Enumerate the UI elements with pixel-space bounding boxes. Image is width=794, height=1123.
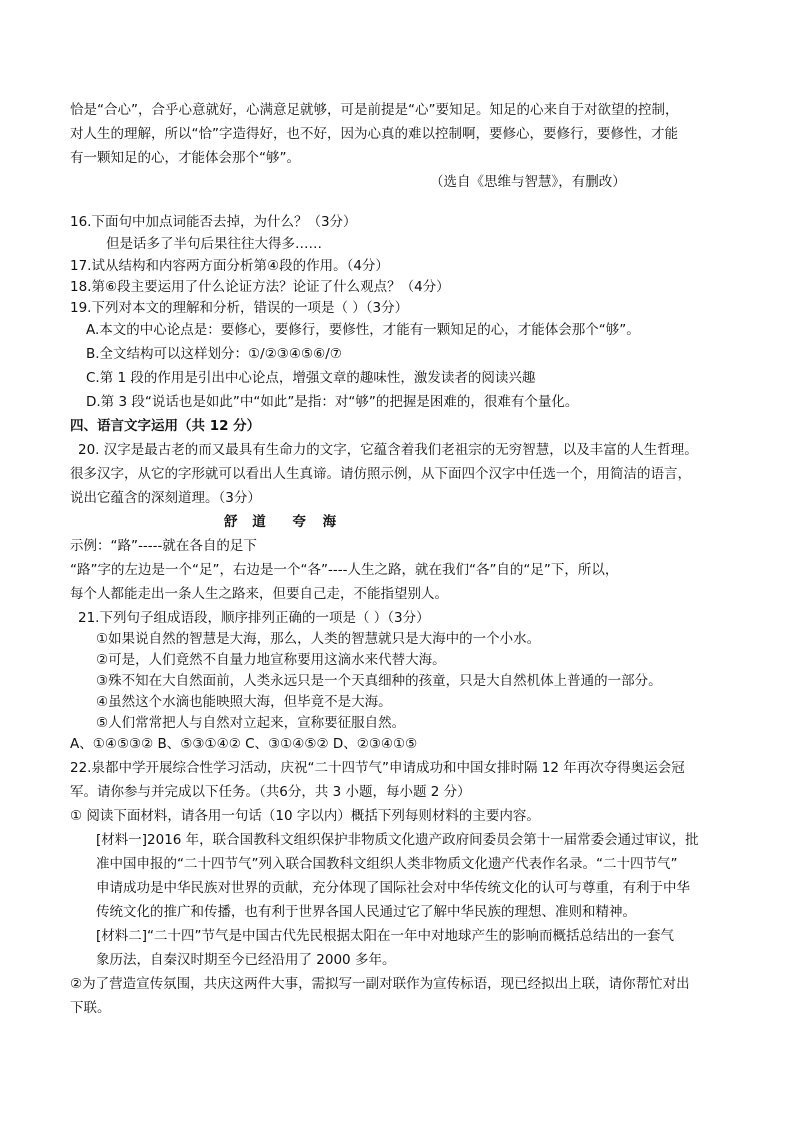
hanzi-choice: 海 [322,514,337,530]
material-2-line: 象历法，自秦汉时期至今已经沿用了 2000 多年。 [96,952,396,968]
q21-sentence: ③殊不知在大自然面前，人类永远只是一个天真细种的孩童，只是大自然机体上普通的一部分。 [96,673,662,689]
question-20-line: 20. 汉字是最古老的而又最具有生命力的文字，它蕴含着我们老祖宗的无穷智慧，以及丰富的人生哲理。 [78,442,698,458]
q21-sentence: ①如果说自然的智慧是大海，那么，人类的智慧就只是大海中的一个小水。 [96,631,541,647]
question-22-task-2: ②为了营造宣传氛围，共庆这两件大事，需拟写一副对联作为宣传标语，现已经拟出上联，请你帮忙对出 [70,976,690,992]
question-16: 16.下面句中加点词能否去掉，为什么？（3分） [70,214,357,230]
option-c: C.第 1 段的作用是引出中心论点，增强文章的趣味性，激发读者的阅读兴趣 [86,370,536,386]
question-22-line: 军。请你参与并完成以下任务。（共6分，共 3 小题，每小题 2 分） [70,784,471,800]
example-line: 每个人都能走出一条人生之路来，但要自己走，不能指望别人。 [70,586,448,602]
q21-sentence: ④虽然这个水滴也能映照大海，但毕竟不是大海。 [96,694,392,710]
material-1-line: 传统文化的推广和传播，也有利于世界各国人民通过它了解中华民族的理想、准则和精神。 [96,904,636,920]
question-22-task-1: ① 阅读下面材料，请各用一句话（10 字以内）概括下列每则材料的主要内容。 [70,808,540,824]
q21-sentence: ⑤人们常常把人与自然对立起来，宣称要征服自然。 [96,715,406,731]
q21-sentence: ②可是，人们竟然不自量力地宣称要用这滴水来代替大海。 [96,652,446,668]
option-a: A.本文的中心论点是：要修心，要修行，要修性，才能有一颗知足的心，才能体会那个“够”。 [86,322,640,338]
hanzi-choices [224,512,336,532]
passage-line: 恰是“合心”，合乎心意就好，心满意足就够，可是前提是“心”要知足。知足的心来自于对欲望的控制， [70,102,679,118]
option-b: B.全文结构可以这样划分：①/②③④⑤⑥/⑦ [86,346,342,362]
question-20-line: 说出它蕴含的深刻道理。（3分） [70,490,261,506]
question-21: 21.下列句子组成语段，顺序排列正确的一项是（ ）（3分） [78,610,430,626]
hanzi-choice: 舒 [224,514,238,530]
q21-options: A、①④⑤③② B、⑤③①④② C、③①④⑤② D、②③④①⑤ [70,736,418,752]
question-22-task-2: 下联。 [70,1000,111,1016]
example-line: “路”字的左边是一个“足”，右边是一个“各”----人生之路，就在我们“各”自的“足”下，所以， [70,562,619,578]
passage-line: 对人生的理解，所以“恰”字造得好，也不好，因为心真的难以控制啊，要修心，要修行，要修性，才能 [70,126,678,142]
question-17: 17.试从结构和内容两方面分析第④段的作用。（4分） [70,258,389,274]
material-1-line: 申请成功是中华民族对世界的贡献，充分体现了国际社会对中华传统文化的认可与尊重，有利于中华 [96,880,690,896]
passage-line: 有一颗知足的心，才能体会那个“够”。 [70,150,300,166]
example-line: 示例：“路”-----就在各自的足下 [70,538,257,554]
section-heading: 四、语言文字运用（共 12 分） [70,418,261,434]
material-1-line: 准中国申报的“二十四节气”列入联合国教科文组织人类非物质文化遗产代表作名录。“二十四节气” [96,856,678,872]
option-d: D.第 3 段“说话也是如此”中“如此”是指：对“够”的把握是困难的，很难有个量化。 [86,394,579,410]
hanzi-choice: 夸 [292,514,306,530]
question-20-line: 很多汉字，从它的字形就可以看出人生真谛。请仿照示例，从下面四个汉字中任选一个，用简洁的语言， [70,466,691,482]
question-18: 18.第⑥段主要运用了什么论证方法？论证了什么观点？（4分） [70,279,450,295]
question-16-sentence: 但是话多了半句后果往往大得多…… [106,236,322,252]
question-19: 19.下列对本文的理解和分析，错误的一项是（ ）（3分） [70,300,409,316]
material-1-line: [材料一]2016 年，联合国教科文组织保护非物质文化遗产政府间委员会第十一届常委会通过审议，批 [96,832,699,848]
question-22-line: 22.泉都中学开展综合性学习活动，庆祝“二十四节气”申请成功和中国女排时隔 12 年再次夺得奥运会冠 [70,760,685,776]
material-2-line: [材料二]“二十四”节气是中国古代先民根据太阳在一年中对地球产生的影响而概括总结出的一套气 [96,928,675,944]
passage-source: （选自《思维与智慧》，有删改） [430,174,626,190]
hanzi-choice: 道 [252,514,266,530]
